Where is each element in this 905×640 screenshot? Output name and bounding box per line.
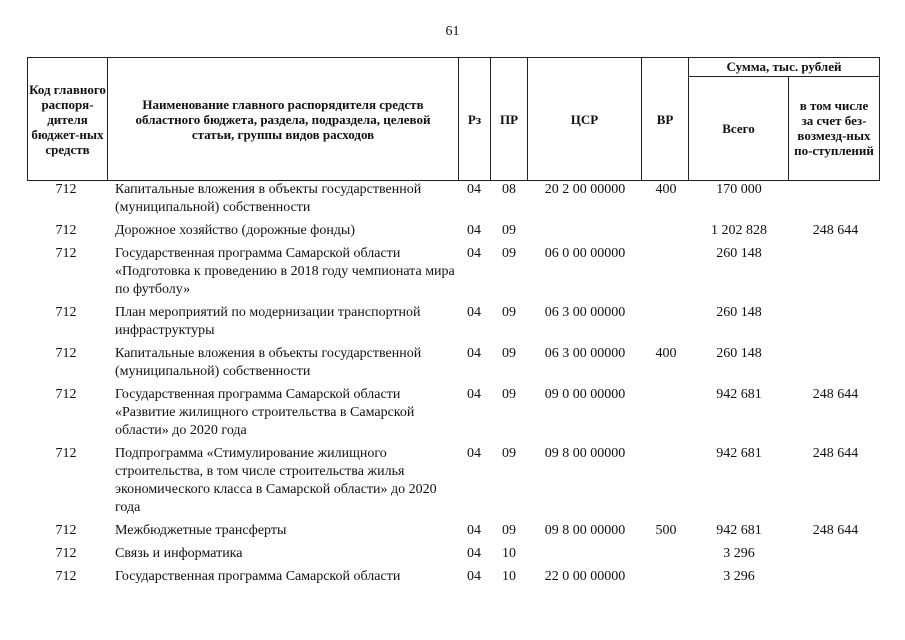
cell-code: 712 — [55, 446, 77, 461]
header-pr: ПР — [491, 58, 528, 180]
cell-name: Государственная программа Самарской области — [115, 569, 401, 584]
cell-code: 712 — [55, 346, 77, 361]
cell-csr: 06 0 00 00000 — [544, 246, 626, 261]
cell-pr: 09 — [502, 346, 516, 361]
budget-table — [27, 57, 880, 591]
cell-total: 260 148 — [716, 346, 762, 361]
cell-name: Подпрограмма «Стимулирование жилищного строительства, в том числе строительства жилья экономического класса в Самарской области» до 2020 года — [115, 446, 437, 515]
cell-name: Государственная программа Самарской области «Развитие жилищного строительства в Самарской области» до 2020 года — [115, 387, 415, 438]
cell-csr: 09 0 00 00000 — [544, 387, 626, 402]
cell-code: 712 — [55, 387, 77, 402]
header-free: в том числе за счет без-возмезд-ных по-ступлений — [794, 98, 874, 158]
cell-vr: 400 — [655, 182, 677, 197]
table-row — [27, 245, 880, 304]
cell-code: 712 — [55, 246, 77, 261]
cell-csr: 06 3 00 00000 — [544, 305, 626, 320]
table-row — [27, 522, 880, 545]
cell-rz: 04 — [467, 223, 481, 238]
table-row — [27, 445, 880, 522]
cell-code: 712 — [55, 223, 77, 238]
cell-free: 248 644 — [812, 446, 859, 461]
cell-vr: 400 — [655, 346, 677, 361]
cell-total: 1 202 828 — [711, 223, 767, 238]
cell-pr: 09 — [502, 223, 516, 238]
cell-vr: 500 — [655, 523, 677, 538]
cell-csr: 22 0 00 00000 — [544, 569, 626, 584]
cell-total: 942 681 — [716, 446, 762, 461]
header-code: Код главного распоря-дителя бюджет-ных средств — [28, 58, 108, 180]
table-row — [27, 568, 880, 591]
cell-pr: 10 — [502, 569, 516, 584]
cell-free: 248 644 — [812, 387, 859, 402]
cell-pr: 09 — [502, 446, 516, 461]
cell-code: 712 — [55, 569, 77, 584]
cell-name: Межбюджетные трансферты — [115, 523, 287, 538]
cell-total: 260 148 — [716, 305, 762, 320]
header-name: Наименование главного распорядителя средств областного бюджета, раздела, подраздела, целевой статьи, группы видов расходов — [108, 58, 459, 180]
cell-code: 712 — [55, 182, 77, 197]
cell-rz: 04 — [467, 446, 481, 461]
cell-total: 260 148 — [716, 246, 762, 261]
cell-total: 170 000 — [716, 182, 762, 197]
header-csr: ЦСР — [528, 58, 642, 180]
cell-free: 248 644 — [812, 523, 859, 538]
cell-rz: 04 — [467, 387, 481, 402]
cell-name: План мероприятий по модернизации транспортной инфраструктуры — [115, 305, 421, 338]
header-total: Всего — [689, 76, 789, 180]
cell-pr: 08 — [502, 182, 516, 197]
cell-name: Капитальные вложения в объекты государственной (муниципальной) собственности — [115, 182, 422, 215]
cell-total: 3 296 — [723, 546, 755, 561]
table-row — [27, 345, 880, 386]
cell-csr: 09 8 00 00000 — [544, 523, 626, 538]
cell-code: 712 — [55, 546, 77, 561]
header-sum-group — [689, 58, 879, 180]
cell-total: 942 681 — [716, 387, 762, 402]
cell-rz: 04 — [467, 546, 481, 561]
cell-name: Дорожное хозяйство (дорожные фонды) — [115, 223, 356, 238]
cell-pr: 09 — [502, 305, 516, 320]
cell-name: Капитальные вложения в объекты государственной (муниципальной) собственности — [115, 346, 422, 379]
cell-pr: 09 — [502, 387, 516, 402]
cell-rz: 04 — [467, 346, 481, 361]
cell-rz: 04 — [467, 569, 481, 584]
cell-total: 942 681 — [716, 523, 762, 538]
cell-rz: 04 — [467, 523, 481, 538]
cell-total: 3 296 — [723, 569, 755, 584]
cell-csr: 20 2 00 00000 — [544, 182, 626, 197]
cell-pr: 10 — [502, 546, 516, 561]
table-row — [27, 545, 880, 568]
cell-rz: 04 — [467, 305, 481, 320]
cell-csr: 06 3 00 00000 — [544, 346, 626, 361]
cell-rz: 04 — [467, 182, 481, 197]
header-sum-title: Сумма, тыс. рублей — [689, 58, 879, 77]
page-number: 61 — [445, 24, 460, 39]
cell-pr: 09 — [502, 246, 516, 261]
header-vr: ВР — [642, 58, 689, 180]
cell-free: 248 644 — [812, 223, 859, 238]
cell-rz: 04 — [467, 246, 481, 261]
cell-name: Связь и информатика — [115, 546, 243, 561]
header-rz: Рз — [459, 58, 491, 180]
table-row — [27, 181, 880, 222]
cell-name: Государственная программа Самарской области «Подготовка к проведению в 2018 году чемпионата мира по футболу» — [115, 246, 455, 297]
cell-pr: 09 — [502, 523, 516, 538]
cell-code: 712 — [55, 305, 77, 320]
table-header — [27, 57, 880, 181]
table-row — [27, 222, 880, 245]
table-row — [27, 304, 880, 345]
table-row — [27, 386, 880, 445]
cell-csr: 09 8 00 00000 — [544, 446, 626, 461]
table-body — [27, 181, 880, 591]
cell-code: 712 — [55, 523, 77, 538]
